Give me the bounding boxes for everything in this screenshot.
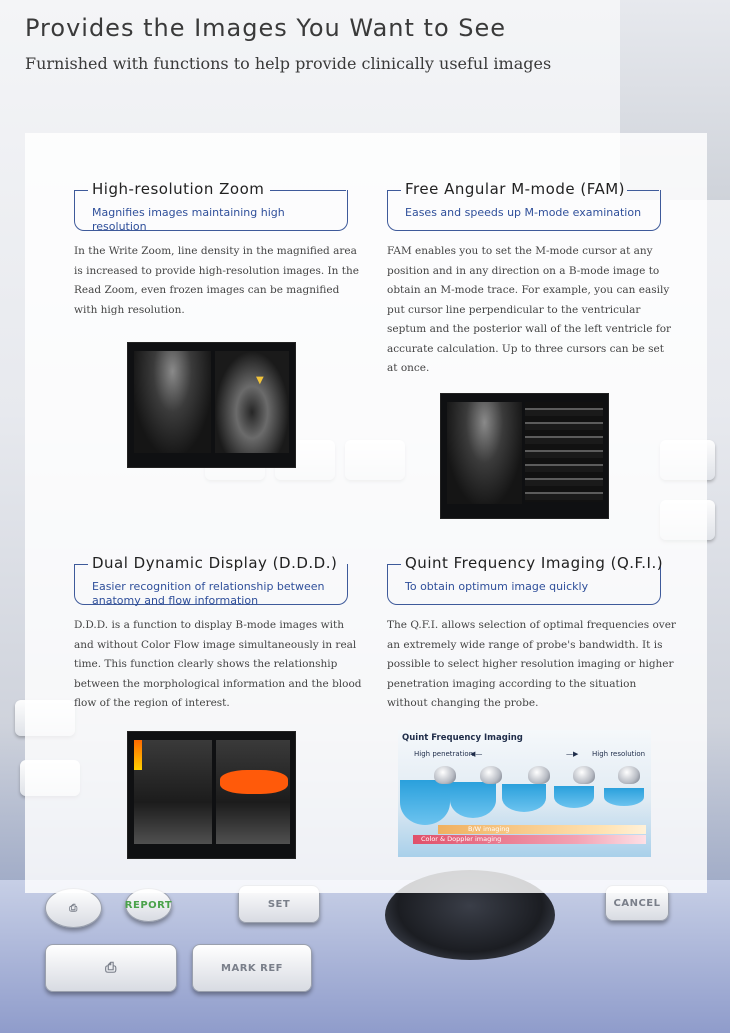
section-title: Free Angular M-mode (FAM) — [405, 180, 626, 198]
section-high-resolution-zoom — [74, 180, 364, 320]
print-key-icon: ⎙ — [45, 888, 102, 928]
qfi-left-label: High penetration — [414, 750, 474, 758]
right-arrow-icon: —▶ — [566, 750, 579, 758]
ultrasound-mmode-image — [440, 393, 609, 519]
beam-arc — [400, 780, 450, 825]
mark-ref-key: MARK REF — [192, 944, 312, 992]
section-ddd — [74, 554, 364, 714]
probe-icon — [480, 766, 502, 784]
cancel-key: CANCEL — [605, 885, 669, 921]
qfi-diagram — [398, 730, 651, 857]
color-doppler-bar: Color & Doppler imaging — [413, 835, 646, 844]
section-body: The Q.F.I. allows selection of optimal frequencies over an extremely wide range of probe's bandwidth. It is possible to select higher resolution imaging or higher penetration imaging according to the situation without changing the probe. — [387, 619, 676, 709]
section-title: High-resolution Zoom — [92, 180, 265, 198]
ultrasound-color-flow-image — [127, 731, 296, 859]
section-title: Quint Frequency Imaging (Q.F.I.) — [405, 554, 664, 572]
report-key: REPORT — [125, 888, 172, 922]
probe-icon — [434, 766, 456, 784]
section-body: D.D.D. is a function to display B-mode images with and without Color Flow image simultaneously in real time. This function clearly shows the relationship between the morphological information and the blood flow of the region of interest. — [74, 619, 362, 709]
arrow-marker-icon: ▼ — [256, 375, 264, 386]
section-tagline: To obtain optimum image quickly — [405, 580, 589, 593]
probe-icon — [618, 766, 640, 784]
set-key: SET — [238, 885, 320, 923]
section-tagline: Magnifies images maintaining high resolution — [92, 206, 285, 233]
ultrasound-zoom-image — [127, 342, 296, 468]
probe-icon — [573, 766, 595, 784]
section-fam — [387, 180, 677, 379]
page-title: Provides the Images You Want to See — [25, 14, 507, 42]
qfi-diagram-title: Quint Frequency Imaging — [402, 733, 523, 743]
section-tagline: Easier recognition of relationship between anatomy and flow information — [92, 580, 325, 607]
bw-imaging-bar: B/W imaging — [438, 825, 646, 834]
section-tagline: Eases and speeds up M-mode examination — [405, 206, 642, 219]
printer-key-icon: ⎙ — [45, 944, 177, 992]
probe-icon — [528, 766, 550, 784]
section-title: Dual Dynamic Display (D.D.D.) — [92, 554, 338, 572]
beam-arc — [554, 786, 594, 808]
section-qfi — [387, 554, 677, 714]
qfi-right-label: High resolution — [592, 750, 646, 758]
beam-arc — [604, 788, 644, 806]
page-subtitle: Furnished with functions to help provide clinically useful images — [25, 54, 552, 73]
beam-arc — [502, 784, 546, 812]
section-body: FAM enables you to set the M-mode cursor at any position and in any direction on a B-mode image to obtain an M-mode trace. For example, you can easily put cursor line perpendicular to the ventricular septum and the posterior wall of the left ventricle for accurate calculation. Up to three cursors can be set at once. — [387, 245, 672, 374]
left-arrow-icon: ◀— — [470, 750, 483, 758]
section-body: In the Write Zoom, line density in the magnified area is increased to provide high-resolution images. In the Read Zoom, even frozen images can be magnified with high resolution. — [74, 245, 359, 316]
beam-arc — [450, 782, 496, 818]
